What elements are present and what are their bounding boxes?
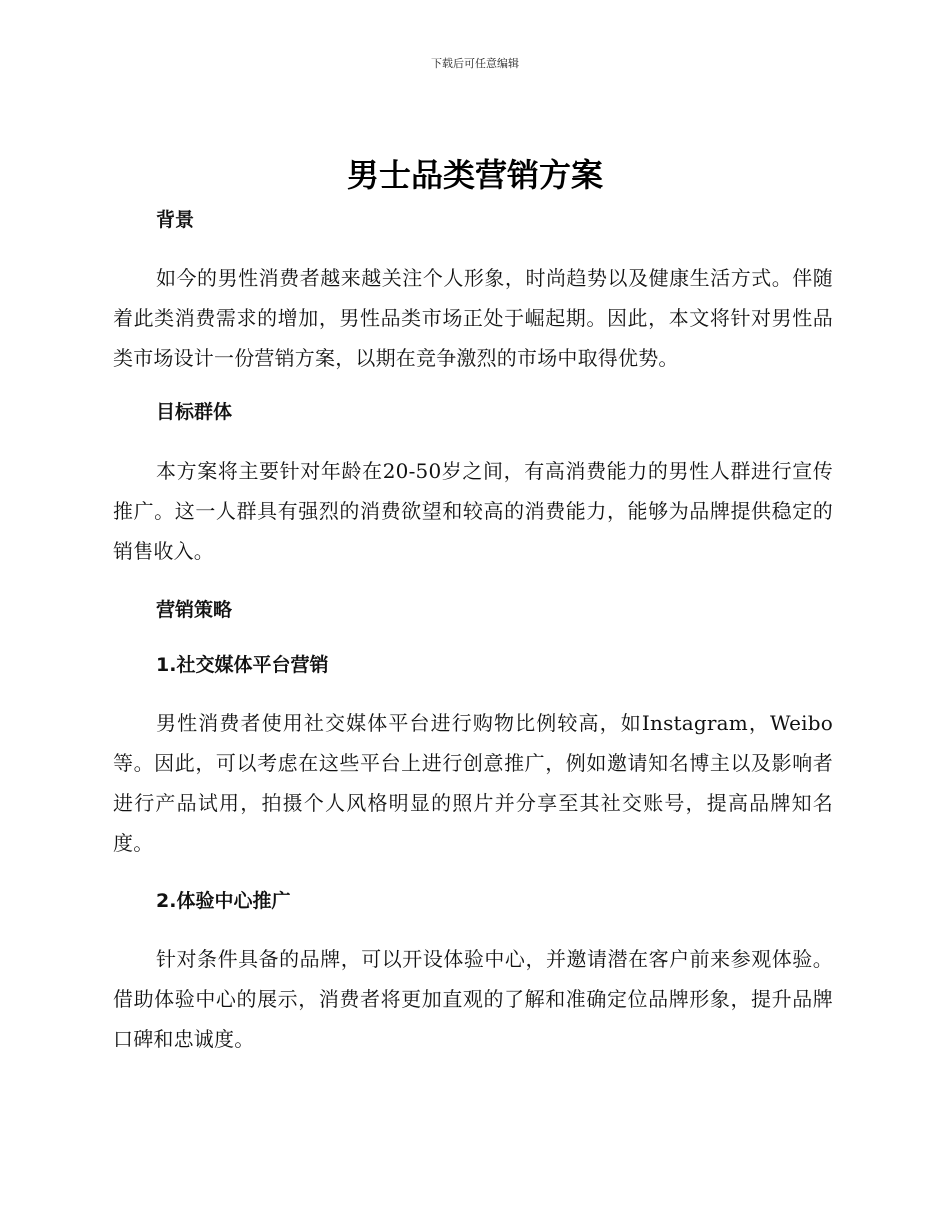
subsection-heading-experience-center: 2.体验中心推广 — [156, 890, 291, 912]
section-heading-strategy: 营销策略 — [156, 599, 233, 621]
section-heading-background: 背景 — [156, 209, 195, 231]
subsection-heading-social-media: 1.社交媒体平台营销 — [156, 654, 329, 676]
header-note: 下载后可任意编辑 — [431, 57, 519, 70]
subsection-paragraph-social-media: 男性消费者使用社交媒体平台进行购物比例较高，如Instagram，Weibo等。因此，可以考虑在这些平台上进行创意推广，例如邀请知名博主以及影响者进行产品试用，拍摄个人风格明显的照片并分享至其社交账号，提高品牌知名度。 — [113, 711, 833, 855]
document-title: 男士品类营销方案 — [346, 156, 603, 194]
document-body — [113, 205, 833, 1059]
section-heading-target: 目标群体 — [156, 401, 233, 423]
subsection-paragraph-experience-center: 针对条件具备的品牌，可以开设体验中心，并邀请潜在客户前来参观体验。借助体验中心的展示，消费者将更加直观的了解和准确定位品牌形象，提升品牌口碑和忠诚度。 — [113, 947, 833, 1051]
section-paragraph-target: 本方案将主要针对年龄在20-50岁之间，有高消费能力的男性人群进行宣传推广。这一人群具有强烈的消费欲望和较高的消费能力，能够为品牌提供稳定的销售收入。 — [113, 459, 833, 563]
section-paragraph-background: 如今的男性消费者越来越关注个人形象，时尚趋势以及健康生活方式。伴随着此类消费需求的增加，男性品类市场正处于崛起期。因此，本文将针对男性品类市场设计一份营销方案，以期在竞争激烈的市场中取得优势。 — [113, 266, 833, 370]
